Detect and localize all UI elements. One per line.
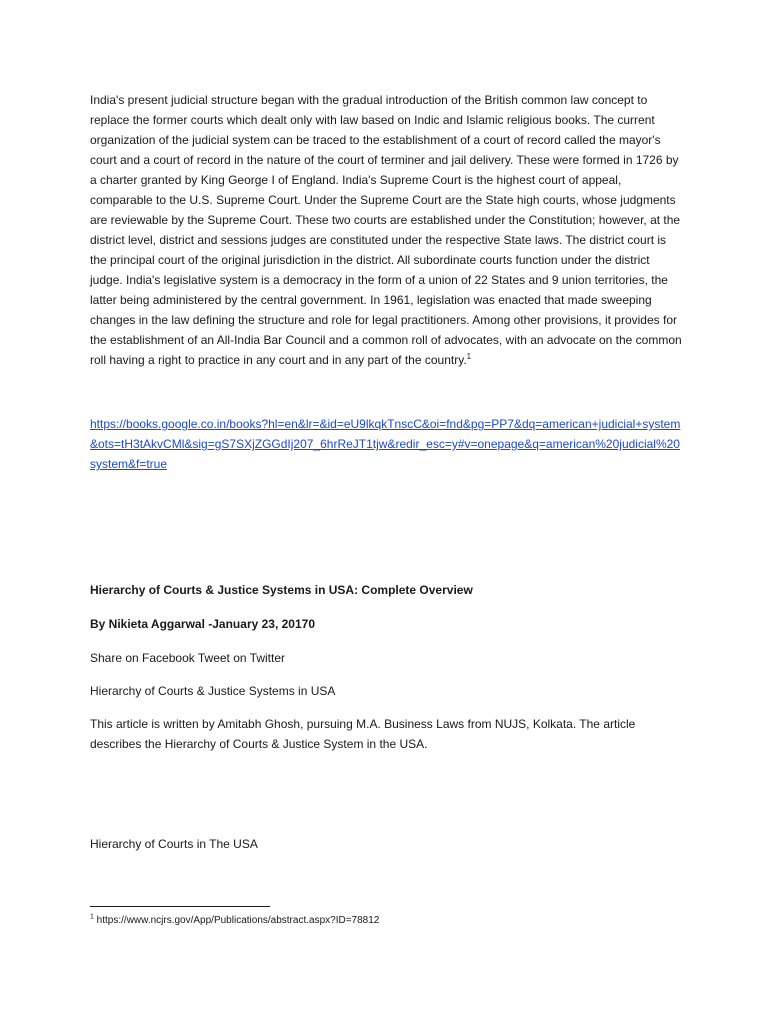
intro-paragraph-text: India's present judicial structure began with the gradual introduction of the British common law concept to replace the former courts which dealt only with law based on Indic and Islamic religious books. The current organization of the judicial system can be traced to the establishment of a court of record called the mayor's court and a court of record in the nature of the court of terminer and jail delivery. These were formed in 1726 by a charter granted by King George I of England. India's Supreme Court is the highest court of appeal, comparable to the U.S. Supreme Court. Under the Supreme Court are the State high courts, whose judgments are reviewable by the Supreme Court. These two courts are established under the Constitution; however, at the district level, district and sessions judges are constituted under the respective State laws. The district court is the principal court of the original jurisdiction in the district. All subordinate courts function under the district judge. India's legislative system is a democracy in the form of a union of 22 States and 9 union territories, the latter being administered by the central government. In 1961, legislation was enacted that made sweeping changes in the law defining the structure and role for legal practitioners. Among other provisions, it provides for the establishment of an All-India Bar Council and a common roll of advocates, with an advocate on the common roll having a right to practice in any court and in any part of the country. xyxy=(90,93,682,367)
source-link[interactable]: https://books.google.co.in/books?hl=en&lr=&id=eU9lkqkTnscC&oi=fnd&pg=PP7&dq=american+judicial+system&ots=tH3tAkvCMl&sig=gS7SXjZGGdIj207_6hrReJT1tjw&redir_esc=y#v=onepage&q=american%20judicial%20system&f=true xyxy=(90,417,681,471)
footnote xyxy=(90,913,379,929)
share-line: Share on Facebook Tweet on Twitter xyxy=(90,651,286,665)
byline: By Nikieta Aggarwal -January 23, 20170 xyxy=(90,617,315,631)
footnote-reference[interactable]: 1 xyxy=(466,352,472,361)
section-heading: Hierarchy of Courts in The USA xyxy=(90,837,258,851)
footnote-divider xyxy=(90,906,270,907)
subtitle: Hierarchy of Courts & Justice Systems in USA xyxy=(90,684,336,698)
intro-paragraph xyxy=(90,90,682,370)
article-intro: This article is written by Amitabh Ghosh, pursuing M.A. Business Laws from NUJS, Kolkata. The article describes the Hierarchy of Courts & Justice System in the USA. xyxy=(90,717,636,751)
document-body xyxy=(90,90,682,474)
footnote-marker: 1 xyxy=(90,913,94,921)
footnote-text: https://www.ncjrs.gov/App/Publications/abstract.aspx?ID=78812 xyxy=(93,915,380,926)
article-title: Hierarchy of Courts & Justice Systems in USA: Complete Overview xyxy=(90,583,473,597)
